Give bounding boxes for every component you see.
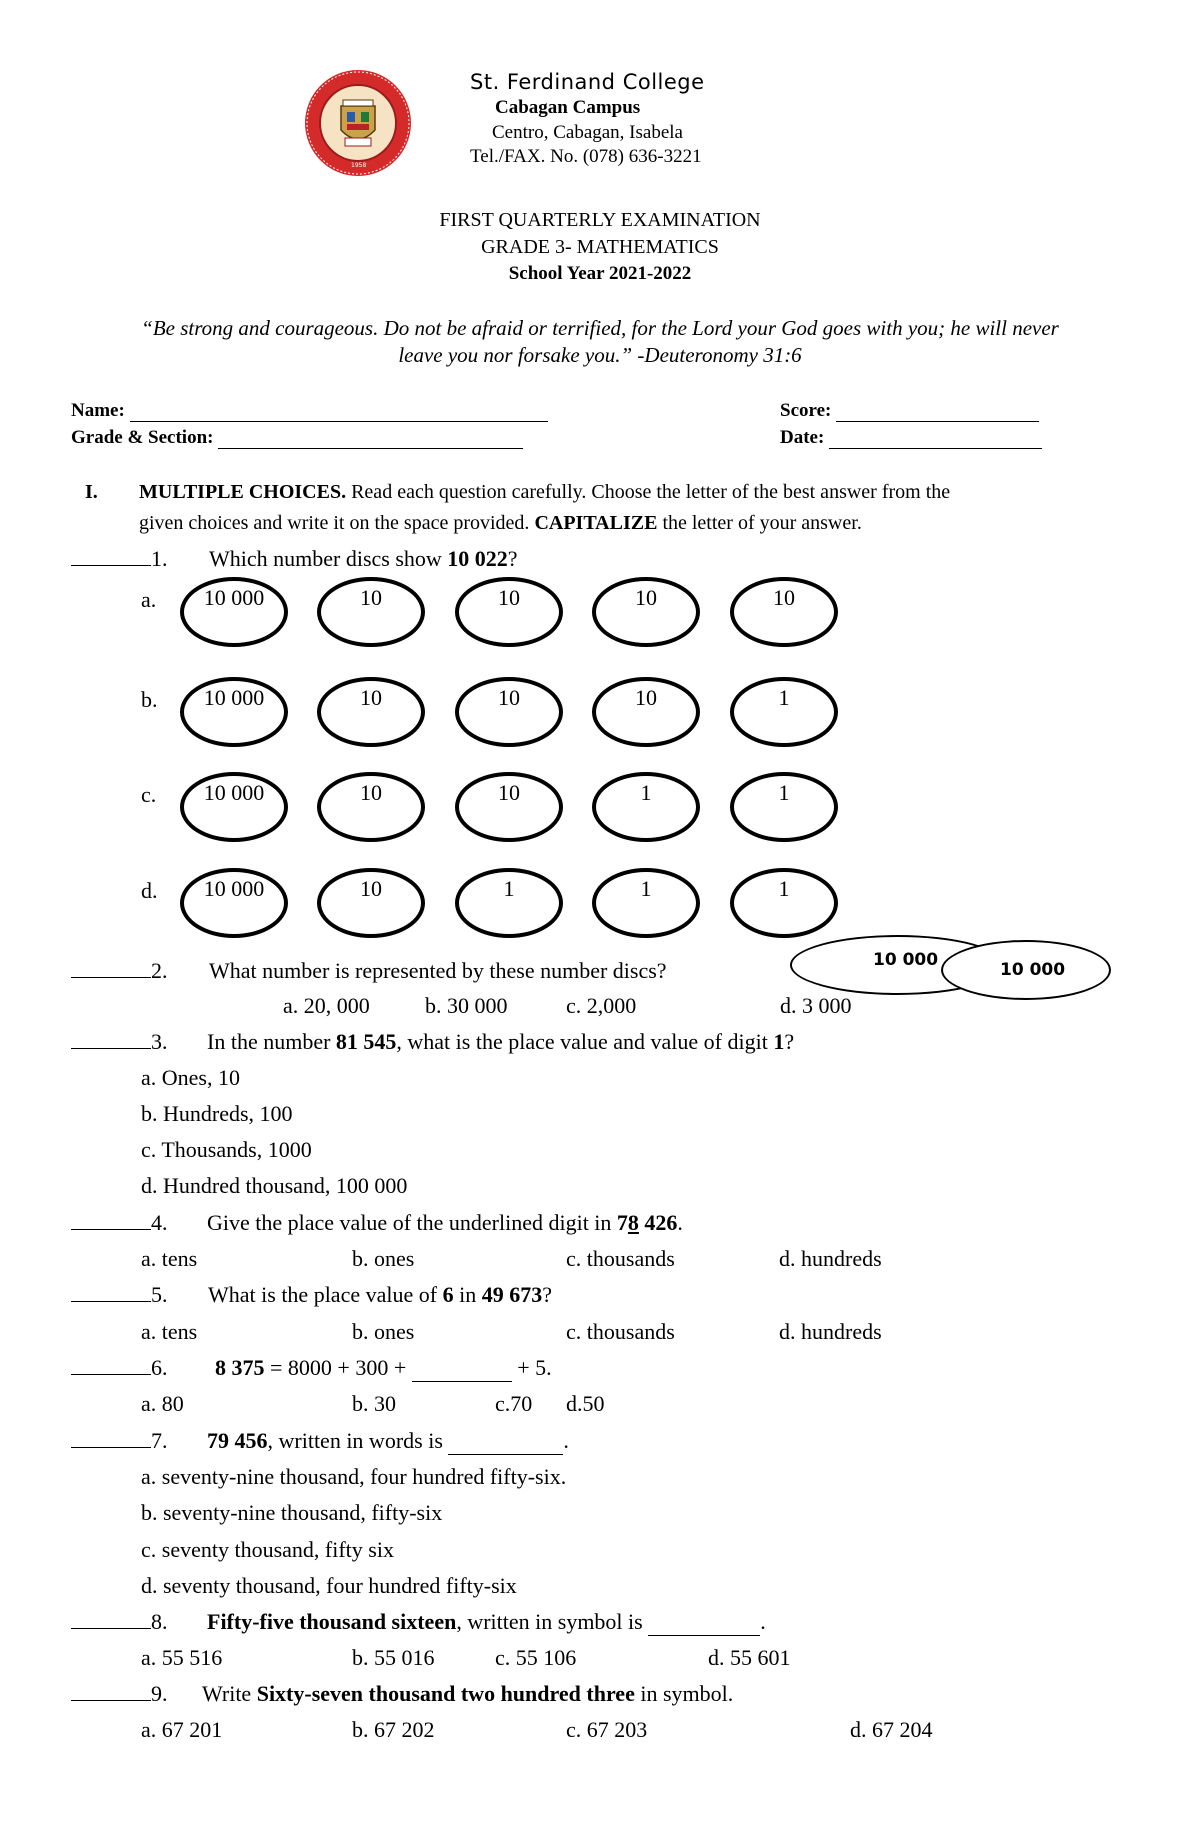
question-7-text-post: . [563, 1428, 569, 1453]
answer-blank-4[interactable] [71, 1229, 151, 1230]
question-1-option-a-letter[interactable]: a. [141, 587, 157, 612]
question-6-text-post: + 5. [511, 1355, 552, 1380]
question-3-choice-d[interactable]: d. Hundred thousand, 100 000 [141, 1173, 408, 1198]
number-disc-label: 10 [498, 585, 520, 610]
question-2-disc-2-label: 10 000 [1000, 960, 1066, 980]
question-4-choice-d[interactable]: d. hundreds [779, 1246, 882, 1271]
question-6-number-value: 8 375 [215, 1355, 265, 1380]
question-2-choice-c[interactable]: c. 2,000 [566, 993, 637, 1018]
answer-blank-8[interactable] [71, 1628, 151, 1629]
question-2-choice-b[interactable]: b. 30 000 [425, 993, 508, 1018]
number-disc-label: 10 000 [203, 876, 265, 901]
college-seal [303, 68, 413, 178]
question-1-number: 1. [151, 546, 168, 571]
answer-blank-3[interactable] [71, 1048, 151, 1049]
question-5-choice-b[interactable]: b. ones [352, 1319, 415, 1344]
question-4 [71, 1210, 168, 1236]
question-7-text-pre: , written in words is [267, 1428, 449, 1453]
number-disc-label: 10 [635, 685, 657, 710]
question-9-choice-c[interactable]: c. 67 203 [566, 1717, 648, 1742]
question-6 [71, 1355, 168, 1381]
question-4-underlined-digit: 8 [627, 1210, 639, 1235]
question-8-words: Fifty-five thousand sixteen [207, 1609, 457, 1634]
question-3-choice-a[interactable]: a. Ones, 10 [141, 1065, 240, 1090]
number-disc-label: 10 000 [203, 685, 265, 710]
question-5-text-pre: What is the place value of [208, 1282, 443, 1307]
question-1-target: 10 022 [447, 546, 508, 571]
question-5-text [208, 1282, 552, 1308]
number-disc-label: 10 [360, 780, 382, 805]
exam-subject: GRADE 3- MATHEMATICS [481, 236, 719, 258]
question-7-number-value: 79 456 [207, 1428, 268, 1453]
question-8-blank[interactable] [648, 1609, 760, 1636]
number-disc-label: 1 [778, 685, 790, 710]
question-4-text-pre: Give the place value of the underlined digit in [207, 1210, 617, 1235]
score-line[interactable] [836, 403, 1039, 422]
grade-section-field[interactable] [71, 427, 523, 449]
question-3-digit: 1 [773, 1029, 785, 1054]
question-2-text: What number is represented by these number discs? [209, 958, 667, 983]
question-1-text [209, 546, 518, 572]
number-disc-label: 10 [498, 780, 520, 805]
date-field[interactable] [780, 427, 1042, 449]
question-5-choice-d[interactable]: d. hundreds [779, 1319, 882, 1344]
campus-name: Cabagan Campus [495, 97, 641, 118]
question-7-choice-a[interactable]: a. seventy-nine thousand, four hundred fifty-six. [141, 1464, 567, 1489]
section-instruction-b-pre: given choices and write it on the space provided. [139, 512, 535, 534]
question-1-option-c-letter[interactable]: c. [141, 782, 157, 807]
question-1-option-b-letter[interactable]: b. [141, 687, 158, 712]
question-2-disc-1-label: 10 000 [873, 950, 939, 970]
question-9-choice-b[interactable]: b. 67 202 [352, 1717, 435, 1742]
question-8-choice-b[interactable]: b. 55 016 [352, 1645, 435, 1670]
number-disc-label: 1 [640, 780, 652, 805]
score-label: Score: [780, 400, 832, 421]
section-title: MULTIPLE CHOICES. [139, 481, 347, 503]
name-line[interactable] [130, 403, 548, 422]
question-7-text [207, 1428, 569, 1455]
number-disc-label: 10 000 [203, 780, 265, 805]
question-3-number: 3. [151, 1029, 168, 1054]
answer-blank-5[interactable] [71, 1301, 151, 1302]
question-2 [71, 958, 168, 984]
question-9-text-post: in symbol. [634, 1681, 734, 1706]
question-4-text-post: . [677, 1210, 683, 1235]
answer-blank-6[interactable] [71, 1374, 151, 1375]
section-instruction-line-1 [139, 481, 950, 504]
question-5-text-mid: in [453, 1282, 482, 1307]
section-instruction-line-2 [139, 512, 862, 535]
section-instruction-b-bold: CAPITALIZE [534, 512, 658, 534]
question-8 [71, 1609, 168, 1635]
question-1-text-post: ? [507, 546, 518, 571]
question-4-choice-a[interactable]: a. tens [141, 1246, 198, 1271]
date-label: Date: [780, 427, 825, 448]
answer-blank-2[interactable] [71, 977, 151, 978]
question-3-text-pre: In the number [207, 1029, 336, 1054]
question-7-choice-c[interactable]: c. seventy thousand, fifty six [141, 1537, 394, 1562]
question-8-number: 8. [151, 1609, 168, 1634]
answer-blank-1[interactable] [71, 565, 151, 566]
number-disc-label: 10 [635, 585, 657, 610]
college-name: St. Ferdinand College [470, 70, 705, 94]
section-numeral: I. [85, 481, 98, 503]
seal-year: 1958 [351, 162, 367, 169]
phone-number: Tel./FAX. No. (078) 636-3221 [470, 146, 702, 167]
answer-blank-9[interactable] [71, 1700, 151, 1701]
question-8-choice-a[interactable]: a. 55 516 [141, 1645, 223, 1670]
number-disc-label: 10 [360, 585, 382, 610]
question-4-choice-c[interactable]: c. thousands [566, 1246, 675, 1271]
school-year: School Year 2021-2022 [508, 263, 692, 284]
question-8-text-post: . [760, 1609, 766, 1634]
question-7 [71, 1428, 168, 1454]
grade-section-label: Grade & Section: [71, 427, 214, 448]
number-disc-label: 10 [498, 685, 520, 710]
number-disc-label: 1 [778, 876, 790, 901]
grade-section-line[interactable] [218, 430, 523, 449]
question-8-text [207, 1609, 766, 1636]
question-3 [71, 1029, 168, 1055]
question-5-number: 5. [151, 1282, 168, 1307]
question-4-num-a: 7 [616, 1210, 628, 1235]
question-9 [71, 1681, 168, 1707]
question-6-blank[interactable] [412, 1355, 512, 1382]
question-3-number-value: 81 545 [335, 1029, 397, 1054]
question-6-number: 6. [151, 1355, 168, 1380]
number-disc-label: 10 000 [203, 585, 265, 610]
question-3-choice-b[interactable]: b. Hundreds, 100 [141, 1101, 293, 1126]
question-5-text-post: ? [542, 1282, 552, 1307]
question-6-choice-b[interactable]: b. 30 [352, 1391, 396, 1416]
question-3-text-post: ? [784, 1029, 795, 1054]
question-1-text-pre: Which number discs show [209, 546, 448, 571]
question-4-choice-b[interactable]: b. ones [352, 1246, 415, 1271]
question-2-choice-d[interactable]: d. 3 000 [780, 993, 852, 1018]
bible-quote-line-2: leave you nor forsake you.” -Deuteronomy 31:6 [398, 343, 802, 367]
question-8-choice-d[interactable]: d. 55 601 [708, 1645, 791, 1670]
question-5 [71, 1282, 168, 1308]
question-8-text-pre: , written in symbol is [456, 1609, 649, 1634]
question-4-num-b: 426 [638, 1210, 678, 1235]
question-9-text-pre: Write [202, 1681, 257, 1706]
number-disc-label: 1 [503, 876, 515, 901]
name-field[interactable] [71, 400, 548, 422]
question-4-text [207, 1210, 683, 1236]
number-disc-label: 10 [360, 876, 382, 901]
exam-title: FIRST QUARTERLY EXAMINATION [439, 209, 761, 231]
question-2-choice-a[interactable]: a. 20, 000 [283, 993, 370, 1018]
question-7-choice-d[interactable]: d. seventy thousand, four hundred fifty-six [141, 1573, 517, 1598]
question-9-text [202, 1681, 733, 1707]
question-8-choice-c[interactable]: c. 55 106 [495, 1645, 577, 1670]
question-2-number: 2. [151, 958, 168, 983]
question-1-option-d-letter[interactable]: d. [141, 878, 158, 903]
question-7-number: 7. [151, 1428, 168, 1453]
question-6-text-pre: = 8000 + 300 + [264, 1355, 412, 1380]
section-instruction-b-post: the letter of your answer. [657, 512, 862, 534]
question-3-text-mid: , what is the place value and value of digit [396, 1029, 774, 1054]
question-6-text [215, 1355, 552, 1382]
question-5-choice-a[interactable]: a. tens [141, 1319, 198, 1344]
number-disc-label: 10 [773, 585, 795, 610]
number-disc-label: 1 [778, 780, 790, 805]
question-5-digit: 6 [442, 1282, 454, 1307]
section-instruction-a: Read each question carefully. Choose the letter of the best answer from the [346, 481, 951, 503]
question-4-number: 4. [151, 1210, 168, 1235]
question-9-choice-a[interactable]: a. 67 201 [141, 1717, 223, 1742]
question-3-choice-c[interactable]: c. Thousands, 1000 [141, 1137, 312, 1162]
question-1 [71, 546, 168, 572]
question-9-number: 9. [151, 1681, 168, 1706]
question-5-number-value: 49 673 [481, 1282, 543, 1307]
campus-address: Centro, Cabagan, Isabela [492, 122, 683, 143]
score-field[interactable] [780, 400, 1039, 422]
question-6-choice-d[interactable]: d.50 [566, 1391, 605, 1416]
question-9-words: Sixty-seven thousand two hundred three [256, 1681, 635, 1706]
question-6-choice-a[interactable]: a. 80 [141, 1391, 184, 1416]
question-3-text [207, 1029, 794, 1055]
question-5-choice-c[interactable]: c. thousands [566, 1319, 675, 1344]
bible-quote-line-1: “Be strong and courageous. Do not be afraid or terrified, for the Lord your God goes with you; he will never [141, 316, 1059, 340]
answer-blank-7[interactable] [71, 1447, 151, 1448]
question-9-choice-d[interactable]: d. 67 204 [850, 1717, 933, 1742]
question-7-choice-b[interactable]: b. seventy-nine thousand, fifty-six [141, 1500, 443, 1525]
number-disc-label: 1 [640, 876, 652, 901]
question-6-choice-c[interactable]: c.70 [495, 1391, 533, 1416]
name-label: Name: [71, 400, 125, 421]
question-7-blank[interactable] [448, 1428, 563, 1455]
number-disc-label: 10 [360, 685, 382, 710]
date-line[interactable] [829, 430, 1042, 449]
